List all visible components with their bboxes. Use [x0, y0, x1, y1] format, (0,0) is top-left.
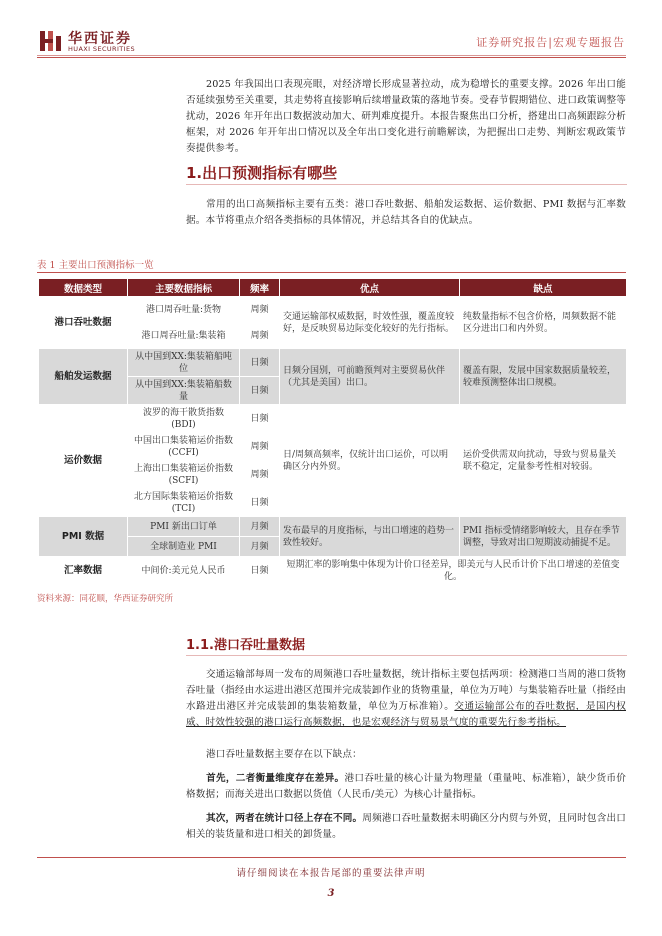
category-fx: 汇率数据: [39, 557, 128, 585]
table-header-row: [39, 279, 627, 297]
frequency-cell: 周频: [240, 323, 280, 349]
header-divider: [37, 57, 626, 58]
frequency-cell: 周频: [240, 297, 280, 323]
section-1-1-paragraph-3: [186, 771, 626, 803]
cons-cell: 纯数量指标不包含价格，周频数据不能区分进出口和内外贸。: [460, 297, 627, 349]
section-1-1-underline: [186, 655, 627, 656]
drawback-2-title: 其次，两者在统计口径上存在不同。: [206, 813, 363, 824]
category-ship: 船舶发运数据: [39, 349, 128, 405]
drawbacks-intro: 港口吞吐量数据主要存在以下缺点：: [206, 749, 362, 760]
frequency-cell: 日频: [240, 489, 280, 517]
table-row: [39, 405, 627, 433]
indicator-cell: 北方国际集装箱运价指数(TCI): [128, 489, 240, 517]
intro-text: 2025 年我国出口表现亮眼，对经济增长形成显著拉动，成为稳增长的重要支撑。2026 年出口能否延续强势至关重要，其走势将直接影响后续增量政策的落地节奏。受春节假期错位、进口政策调整等扰动，2026 年开年出口数据波动加大、研判难度提升。本报告聚焦出口分析，搭建出口高频跟踪分析框架，对 2026 年开年出口情况以及全年出口变化进行前瞻解读，为把握出口走势、判断宏观政策节奏提供参考。: [186, 79, 626, 154]
frequency-cell: 日频: [240, 377, 280, 405]
category-freight: 运价数据: [39, 405, 128, 517]
logo-chinese-name: 华西证券: [68, 31, 132, 47]
section-1-1-paragraph-2: [186, 747, 626, 763]
indicator-cell: 中间价:美元兑人民币: [128, 557, 240, 585]
section-1-1-heading: 1.1.港口吞吐量数据: [186, 638, 305, 653]
category-pmi: PMI 数据: [39, 517, 128, 557]
cons-cell: 覆盖有限，发展中国家数据质量较差，较难预测整体出口规模。: [460, 349, 627, 405]
table-caption-rule: [37, 272, 626, 273]
drawback-1-text: 港口吞吐量的核心计量为物理量（重量吨、标准箱），缺少货币价格数据；而海关进出口数据以货值（人民币/美元）为核心计量指标。: [186, 773, 626, 800]
page-number: 3: [327, 888, 335, 899]
section-1-underline: [186, 184, 627, 185]
indicator-cell: 中国出口集装箱运价指数(CCFI): [128, 433, 240, 461]
report-type-label: 证券研究报告|宏观专题报告: [476, 36, 625, 49]
legal-disclaimer-note: 请仔细阅读在本报告尾部的重要法律声明: [236, 868, 426, 879]
port-data-highlight: 交通运输部公布的吞吐数据，是国内权威、时效性较强的港口运行高频数据，也是宏观经济与贸易景气度的重要先行参考指标。: [186, 701, 626, 728]
drawback-1-title: 首先，二者衡量维度存在差异。: [206, 773, 345, 784]
indicator-cell: 港口周吞吐量:货物: [128, 297, 240, 323]
table-row: [39, 349, 627, 377]
table-caption: 表 1 主要出口预测指标一览: [37, 260, 154, 271]
indicator-cell: 上海出口集装箱运价指数(SCFI): [128, 461, 240, 489]
table-row: [39, 297, 627, 323]
section-1-1-paragraph-1: [186, 667, 626, 731]
col-header-cons: 缺点: [460, 279, 627, 297]
huaxi-logo-icon: [38, 28, 64, 54]
pros-cell: 日频分国别，可前瞻预判对主要贸易伙伴（尤其是美国）出口。: [280, 349, 460, 405]
indicator-cell: 从中国到XX:集装箱船吨位: [128, 349, 240, 377]
frequency-cell: 日频: [240, 557, 280, 585]
frequency-cell: 周频: [240, 433, 280, 461]
cons-cell: PMI 指标受情绪影响较大，且存在季节调整，导致对出口短期波动捕捉不足。: [460, 517, 627, 557]
table-source: 资料来源：同花顺，华西证券研究所: [37, 594, 174, 604]
indicator-cell: PMI 新出口订单: [128, 517, 240, 537]
indicator-cell: 全球制造业 PMI: [128, 537, 240, 557]
pros-cell: 日/周频高频率，仅统计出口运价，可以明确区分内外贸。: [280, 405, 460, 517]
indicator-cell: 波罗的海干散货指数(BDI): [128, 405, 240, 433]
frequency-cell: 周频: [240, 461, 280, 489]
merged-note-cell: 短期汇率的影响集中体现为计价口径差异，即美元与人民币计价下出口增速的差值变化。: [280, 557, 627, 585]
pros-cell: 交通运输部权威数据，时效性强，覆盖度较好，是反映贸易边际变化较好的先行指标。: [280, 297, 460, 349]
frequency-cell: 月频: [240, 537, 280, 557]
cons-cell: 运价受供需双向扰动，导致与贸易量关联不稳定，定量参考性相对较弱。: [460, 405, 627, 517]
indicator-cell: 从中国到XX:集装箱船数量: [128, 377, 240, 405]
frequency-cell: 日频: [240, 405, 280, 433]
frequency-cell: 月频: [240, 517, 280, 537]
table-row: [39, 517, 627, 537]
section-1-paragraph: [186, 197, 626, 229]
section-1-heading: 1.出口预测指标有哪些: [186, 164, 338, 182]
brand-logo: [38, 28, 158, 56]
table-row: [39, 557, 627, 585]
port-data-description: 交通运输部每周一发布的周频港口吞吐量数据，统计指标主要包括两项：检测港口当周的港口货物吞吐量（指经由水运进出港区范围并完成装卸作业的货物重量，单位为万吨）与集装箱吞吐量（指经由水路进出港区并完成装卸的集装箱数量，单位为万标准箱）。: [186, 669, 626, 712]
section-1-text: 常用的出口高频指标主要有五类：港口吞吐数据、船舶发运数据、运价数据、PMI 数据与汇率数据。本节将重点介绍各类指标的具体情况，并总结其各自的优缺点。: [186, 199, 626, 226]
col-header-frequency: 频率: [240, 279, 280, 297]
intro-paragraph: [186, 77, 626, 157]
indicator-cell: 港口周吞吐量:集装箱: [128, 323, 240, 349]
header-divider-light: [37, 55, 626, 56]
logo-english-name: HUAXI SECURITIES: [68, 45, 136, 53]
section-1-1-paragraph-4: [186, 811, 626, 843]
frequency-cell: 日频: [240, 349, 280, 377]
page-header: [0, 0, 662, 58]
col-header-pros: 优点: [280, 279, 460, 297]
drawback-2-text: 周频港口吞吐量数据未明确区分内贸与外贸，且同时包含出口相关的装货量和进口相关的卸货量。: [186, 813, 626, 840]
col-header-indicator: 主要数据指标: [128, 279, 240, 297]
pros-cell: 发布最早的月度指标，与出口增速的趋势一致性较好。: [280, 517, 460, 557]
export-indicator-table: [38, 278, 627, 585]
footer-divider: [37, 857, 626, 858]
category-port: 港口吞吐数据: [39, 297, 128, 349]
col-header-type: 数据类型: [39, 279, 128, 297]
